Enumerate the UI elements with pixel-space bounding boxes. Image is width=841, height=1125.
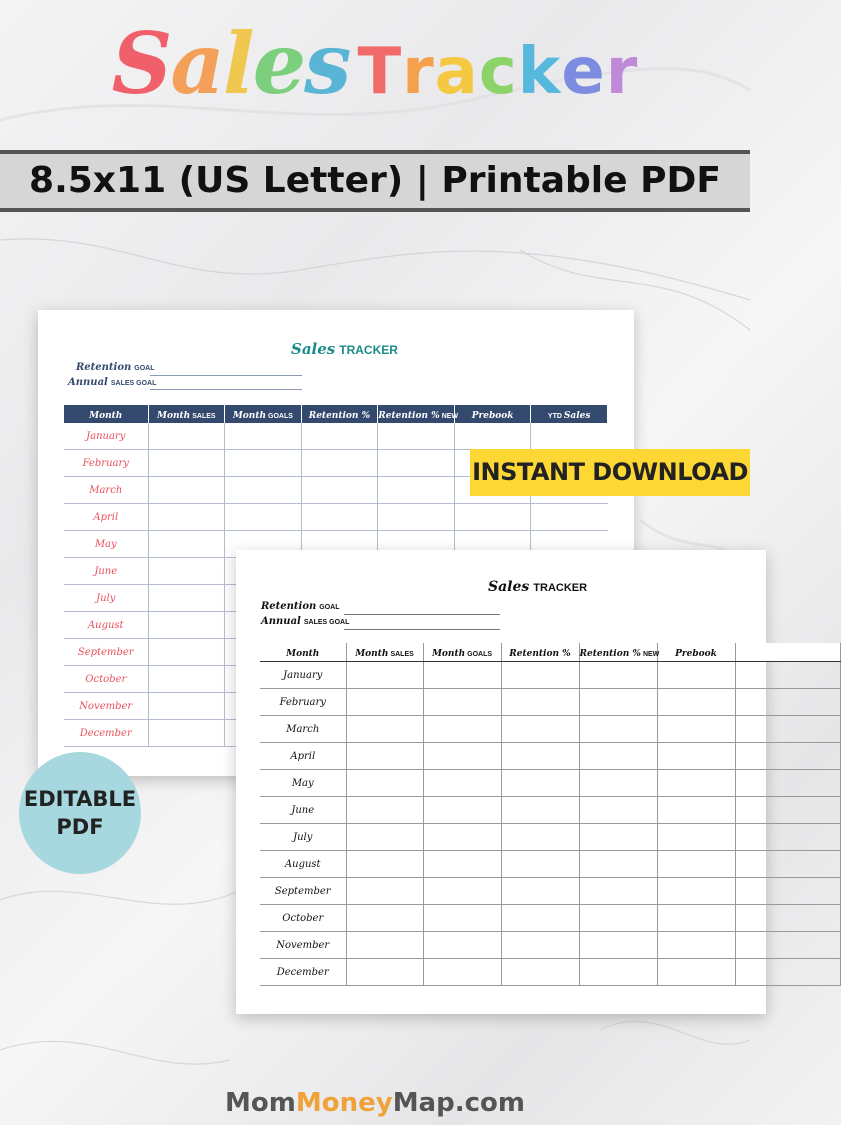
entry-cell[interactable] bbox=[735, 743, 840, 770]
entry-cell[interactable] bbox=[148, 531, 225, 558]
month-cell: December bbox=[64, 720, 148, 747]
table-row bbox=[260, 689, 840, 716]
column-header bbox=[423, 643, 501, 662]
entry-cell[interactable] bbox=[501, 716, 579, 743]
entry-cell[interactable] bbox=[225, 477, 302, 504]
sheet1-title-script: Sales bbox=[291, 340, 336, 358]
entry-cell[interactable] bbox=[735, 770, 840, 797]
sheet1-title bbox=[291, 340, 398, 359]
column-header bbox=[64, 405, 148, 423]
column-header bbox=[454, 405, 531, 423]
entry-cell[interactable] bbox=[579, 959, 657, 986]
entry-cell[interactable] bbox=[501, 959, 579, 986]
entry-cell[interactable] bbox=[657, 932, 735, 959]
entry-cell[interactable] bbox=[454, 423, 531, 450]
header-script: Month bbox=[355, 649, 389, 659]
column-header bbox=[346, 643, 423, 662]
header-script: Month bbox=[286, 649, 320, 659]
entry-cell[interactable] bbox=[346, 770, 423, 797]
format-banner: 8.5x11 (US Letter) | Printable PDF bbox=[0, 150, 750, 212]
column-header bbox=[531, 405, 608, 423]
entry-cell[interactable] bbox=[735, 932, 840, 959]
column-header bbox=[260, 643, 346, 662]
month-cell: October bbox=[64, 666, 148, 693]
entry-cell[interactable] bbox=[735, 851, 840, 878]
month-cell: June bbox=[260, 797, 346, 824]
entry-cell[interactable] bbox=[579, 878, 657, 905]
month-cell: March bbox=[64, 477, 148, 504]
sheet2-retention-goal-line bbox=[344, 614, 500, 615]
header-block: NEW bbox=[441, 413, 459, 420]
entry-cell[interactable] bbox=[657, 797, 735, 824]
title-script-word bbox=[112, 14, 350, 113]
entry-cell[interactable] bbox=[579, 851, 657, 878]
goal-block: SALES GOAL bbox=[110, 380, 157, 387]
table-row bbox=[260, 905, 840, 932]
entry-cell[interactable] bbox=[346, 959, 423, 986]
column-header bbox=[579, 643, 660, 662]
table-row bbox=[260, 824, 840, 851]
editable-pdf-badge bbox=[19, 752, 141, 874]
month-cell: June bbox=[64, 558, 148, 585]
entry-cell[interactable] bbox=[579, 770, 657, 797]
entry-cell[interactable] bbox=[423, 797, 501, 824]
entry-cell[interactable] bbox=[657, 689, 735, 716]
column-header bbox=[501, 643, 579, 662]
entry-cell[interactable] bbox=[735, 824, 840, 851]
entry-cell[interactable] bbox=[423, 932, 501, 959]
sheet2-title-script: Sales bbox=[488, 579, 530, 595]
table-row bbox=[260, 743, 840, 770]
title-letter: r bbox=[402, 35, 435, 109]
sheet2-title bbox=[488, 578, 587, 596]
month-cell: July bbox=[64, 585, 148, 612]
sheet2-tracker-table bbox=[260, 643, 841, 986]
month-cell: April bbox=[260, 743, 346, 770]
table-row bbox=[260, 851, 840, 878]
entry-cell[interactable] bbox=[579, 797, 657, 824]
sheet1-annual-goal-label bbox=[68, 377, 156, 388]
month-cell: November bbox=[64, 693, 148, 720]
table-row bbox=[260, 878, 840, 905]
goal-block: GOAL bbox=[134, 365, 155, 372]
entry-cell[interactable] bbox=[501, 662, 579, 689]
entry-cell[interactable] bbox=[346, 932, 423, 959]
title-letter: l bbox=[222, 14, 253, 113]
month-cell: December bbox=[260, 959, 346, 986]
month-cell: May bbox=[260, 770, 346, 797]
title-letter: s bbox=[304, 14, 350, 113]
month-cell: January bbox=[260, 662, 346, 689]
month-cell: August bbox=[260, 851, 346, 878]
table-row bbox=[260, 797, 840, 824]
title-letter: S bbox=[111, 14, 171, 113]
entry-cell[interactable] bbox=[423, 905, 501, 932]
sheet2-annual-goal-line bbox=[344, 629, 500, 630]
entry-cell[interactable] bbox=[735, 689, 840, 716]
goal-script: Annual bbox=[68, 377, 108, 388]
entry-cell[interactable] bbox=[346, 797, 423, 824]
entry-cell[interactable] bbox=[579, 743, 657, 770]
table-row bbox=[260, 716, 840, 743]
entry-cell[interactable] bbox=[301, 504, 378, 531]
entry-cell[interactable] bbox=[148, 639, 225, 666]
entry-cell[interactable] bbox=[657, 824, 735, 851]
column-header bbox=[148, 405, 225, 423]
month-cell: February bbox=[64, 450, 148, 477]
entry-cell[interactable] bbox=[148, 504, 225, 531]
entry-cell[interactable] bbox=[346, 689, 423, 716]
column-header bbox=[225, 405, 302, 423]
month-cell: October bbox=[260, 905, 346, 932]
entry-cell[interactable] bbox=[301, 423, 378, 450]
entry-cell[interactable] bbox=[423, 662, 501, 689]
entry-cell[interactable] bbox=[423, 959, 501, 986]
title-letter: k bbox=[517, 35, 562, 109]
entry-cell[interactable] bbox=[657, 959, 735, 986]
entry-cell[interactable] bbox=[378, 423, 455, 450]
sheet2-title-block: TRACKER bbox=[533, 582, 588, 594]
entry-cell[interactable] bbox=[378, 504, 455, 531]
entry-cell[interactable] bbox=[148, 558, 225, 585]
header-script: Sales bbox=[563, 411, 591, 421]
header-script: Prebook bbox=[675, 649, 717, 659]
table-row bbox=[260, 770, 840, 797]
month-cell: September bbox=[64, 639, 148, 666]
entry-cell[interactable] bbox=[501, 932, 579, 959]
column-header bbox=[735, 643, 840, 662]
entry-cell[interactable] bbox=[657, 770, 735, 797]
title-letter: e bbox=[561, 35, 606, 109]
entry-cell[interactable] bbox=[579, 716, 657, 743]
sheet1-title-block: TRACKER bbox=[339, 343, 398, 357]
entry-cell[interactable] bbox=[501, 797, 579, 824]
month-cell: November bbox=[260, 932, 346, 959]
entry-cell[interactable] bbox=[423, 689, 501, 716]
header-script: Retention % bbox=[579, 649, 641, 659]
header-script: Month bbox=[89, 411, 123, 421]
entry-cell[interactable] bbox=[657, 905, 735, 932]
month-cell: January bbox=[64, 423, 148, 450]
entry-cell[interactable] bbox=[579, 662, 657, 689]
entry-cell[interactable] bbox=[423, 851, 501, 878]
entry-cell[interactable] bbox=[657, 716, 735, 743]
header-script: Month bbox=[157, 411, 191, 421]
footer-brand-part3: Map.com bbox=[392, 1088, 525, 1118]
entry-cell[interactable] bbox=[579, 689, 657, 716]
month-cell: August bbox=[64, 612, 148, 639]
site-footer[interactable] bbox=[0, 1088, 750, 1118]
editable-line-2: PDF bbox=[56, 815, 104, 839]
header-block: NEW bbox=[642, 651, 660, 658]
entry-cell[interactable] bbox=[148, 585, 225, 612]
title-letter: a bbox=[170, 14, 223, 113]
header-block: SALES bbox=[192, 413, 216, 420]
header-block: SALES bbox=[390, 651, 414, 658]
header-block: YTD bbox=[547, 413, 562, 420]
entry-cell[interactable] bbox=[501, 689, 579, 716]
header-script: Month bbox=[431, 649, 466, 659]
table-row bbox=[260, 959, 840, 986]
entry-cell[interactable] bbox=[579, 932, 657, 959]
header-script: Prebook bbox=[471, 411, 514, 421]
entry-cell[interactable] bbox=[501, 905, 579, 932]
month-cell: September bbox=[260, 878, 346, 905]
entry-cell[interactable] bbox=[501, 824, 579, 851]
sheet2-annual-goal-label bbox=[261, 616, 349, 627]
entry-cell[interactable] bbox=[346, 905, 423, 932]
table-row bbox=[64, 423, 608, 450]
entry-cell[interactable] bbox=[454, 504, 531, 531]
entry-cell[interactable] bbox=[301, 450, 378, 477]
entry-cell[interactable] bbox=[346, 662, 423, 689]
footer-brand-accent: Money bbox=[295, 1088, 393, 1118]
sheet1-retention-goal-line bbox=[150, 375, 302, 376]
header-block: GOALS bbox=[268, 413, 293, 420]
entry-cell[interactable] bbox=[423, 716, 501, 743]
header-script: Month bbox=[232, 411, 267, 421]
title-block-word bbox=[357, 35, 638, 109]
entry-cell[interactable] bbox=[501, 878, 579, 905]
sheet1-annual-goal-line bbox=[150, 389, 302, 390]
header-block: GOALS bbox=[467, 651, 493, 658]
editable-line-1: EDITABLE bbox=[23, 787, 137, 811]
sheet2-retention-goal-label bbox=[261, 601, 340, 612]
instant-download-badge: INSTANT DOWNLOAD bbox=[470, 449, 750, 496]
month-cell: February bbox=[260, 689, 346, 716]
entry-cell[interactable] bbox=[225, 504, 302, 531]
entry-cell[interactable] bbox=[148, 666, 225, 693]
entry-cell[interactable] bbox=[657, 878, 735, 905]
page-title bbox=[0, 14, 750, 124]
entry-cell[interactable] bbox=[735, 959, 840, 986]
entry-cell[interactable] bbox=[423, 824, 501, 851]
title-letter: r bbox=[605, 35, 639, 109]
entry-cell[interactable] bbox=[301, 477, 378, 504]
entry-cell[interactable] bbox=[423, 878, 501, 905]
entry-cell[interactable] bbox=[378, 450, 455, 477]
goal-block: SALES GOAL bbox=[303, 619, 350, 626]
goal-script: Retention bbox=[76, 362, 132, 373]
sheet1-retention-goal-label bbox=[76, 362, 155, 373]
entry-cell[interactable] bbox=[735, 716, 840, 743]
entry-cell[interactable] bbox=[346, 824, 423, 851]
entry-cell[interactable] bbox=[148, 423, 225, 450]
goal-block: GOAL bbox=[319, 604, 340, 611]
entry-cell[interactable] bbox=[378, 477, 455, 504]
header-script: Retention % bbox=[308, 411, 371, 421]
footer-brand-part1: Mom bbox=[225, 1088, 296, 1118]
entry-cell[interactable] bbox=[423, 743, 501, 770]
entry-cell[interactable] bbox=[501, 851, 579, 878]
title-letter: T bbox=[357, 35, 403, 109]
entry-cell[interactable] bbox=[148, 612, 225, 639]
column-header bbox=[301, 405, 378, 423]
goal-script: Retention bbox=[261, 601, 317, 612]
entry-cell[interactable] bbox=[148, 693, 225, 720]
entry-cell[interactable] bbox=[579, 905, 657, 932]
title-letter: e bbox=[252, 14, 305, 113]
sheet-preview-bw bbox=[236, 550, 766, 1014]
month-cell: March bbox=[260, 716, 346, 743]
header-script: Retention % bbox=[509, 649, 571, 659]
table-row bbox=[260, 932, 840, 959]
entry-cell[interactable] bbox=[735, 662, 840, 689]
month-cell: April bbox=[64, 504, 148, 531]
title-letter: c bbox=[478, 35, 518, 109]
header-script: Retention % bbox=[378, 411, 440, 421]
entry-cell[interactable] bbox=[657, 662, 735, 689]
entry-cell[interactable] bbox=[148, 450, 225, 477]
table-row bbox=[64, 504, 608, 531]
column-header bbox=[378, 405, 459, 423]
entry-cell[interactable] bbox=[531, 504, 608, 531]
entry-cell[interactable] bbox=[531, 423, 608, 450]
title-letter: a bbox=[434, 35, 479, 109]
entry-cell[interactable] bbox=[423, 770, 501, 797]
entry-cell[interactable] bbox=[735, 797, 840, 824]
entry-cell[interactable] bbox=[735, 878, 840, 905]
month-cell: May bbox=[64, 531, 148, 558]
month-cell: July bbox=[260, 824, 346, 851]
entry-cell[interactable] bbox=[225, 423, 302, 450]
entry-cell[interactable] bbox=[148, 477, 225, 504]
entry-cell[interactable] bbox=[579, 824, 657, 851]
entry-cell[interactable] bbox=[735, 905, 840, 932]
entry-cell[interactable] bbox=[148, 720, 225, 747]
entry-cell[interactable] bbox=[501, 770, 579, 797]
entry-cell[interactable] bbox=[346, 878, 423, 905]
entry-cell[interactable] bbox=[657, 743, 735, 770]
entry-cell[interactable] bbox=[657, 851, 735, 878]
entry-cell[interactable] bbox=[225, 450, 302, 477]
entry-cell[interactable] bbox=[346, 743, 423, 770]
table-row bbox=[260, 662, 840, 689]
entry-cell[interactable] bbox=[346, 851, 423, 878]
goal-script: Annual bbox=[261, 616, 301, 627]
entry-cell[interactable] bbox=[346, 716, 423, 743]
entry-cell[interactable] bbox=[501, 743, 579, 770]
column-header bbox=[657, 643, 735, 662]
